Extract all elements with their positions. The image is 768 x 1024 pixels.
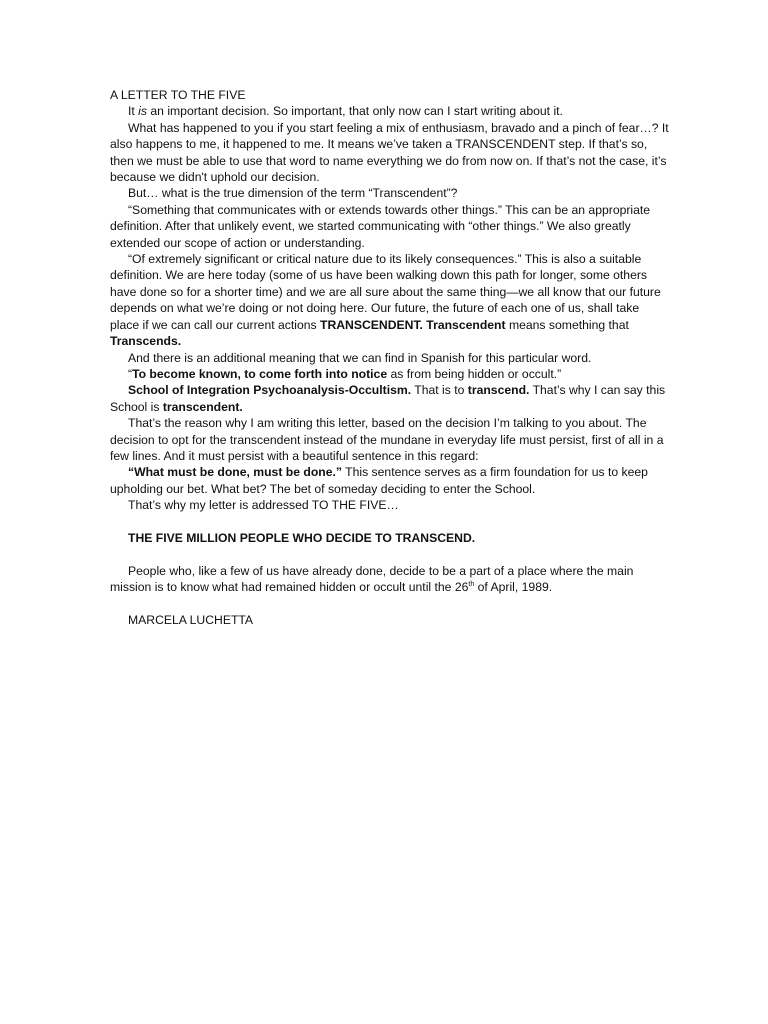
p13-text-a: People who, like a few of us have already done, decide to be a part of a place where the main mission is to know what had remained hidden or occult until the 26 xyxy=(110,563,634,595)
paragraph-5 xyxy=(110,251,670,349)
paragraph-6: And there is an additional meaning that we can find in Spanish for this particular word. xyxy=(128,350,592,365)
p13-ordinal-sup: th xyxy=(468,581,475,589)
paragraph-4: “Something that communicates with or extends towards other things.” This can be an appropriate definition. After that unlikely event, we started communicating with “other things.” We also greatly extended our scope of action or understanding. xyxy=(110,202,651,250)
paragraph-13 xyxy=(110,563,670,596)
blank-line xyxy=(110,596,670,612)
paragraph-11: That’s why my letter is addressed TO THE FIVE… xyxy=(128,498,399,513)
paragraph-1 xyxy=(110,103,670,119)
paragraph-3: But… what is the true dimension of the term “Transcendent”? xyxy=(128,186,458,201)
letter-body xyxy=(110,87,670,628)
paragraph-7 xyxy=(110,366,670,382)
p12-bold: THE FIVE MILLION PEOPLE WHO DECIDE TO TRANSCEND. xyxy=(128,530,476,545)
p5-text-a: “Of extremely significant or critical nature due to its likely consequences.” This is also a suitable definition. We are here today (some of us have been walking down this path for longer, some others have done so for a shorter time) and we are all sure about the same thing—we all know that our future depends on what we’re doing or not doing here. Our future, the future of each one of us, shall take place if we can call our current actions xyxy=(110,252,661,332)
blank-line xyxy=(110,514,670,530)
p5-text-c: means something that xyxy=(505,317,629,332)
p1-text-c: an important decision. So important, that only now can I start writing about it. xyxy=(146,104,563,119)
p7-text-c: as from being hidden or occult.” xyxy=(387,366,562,381)
blank-line xyxy=(110,546,670,562)
paragraph-8 xyxy=(110,382,670,415)
p1-emphasis: is xyxy=(138,104,147,119)
paragraph-12 xyxy=(110,530,670,546)
p5-bold-d: Transcends. xyxy=(110,334,182,349)
p8-bold-a: School of Integration Psychoanalysis-Occultism. xyxy=(128,383,412,398)
p10-text-b: This sentence serves as a firm foundation for us to keep upholding our bet. What bet? The bet of someday deciding to enter the School. xyxy=(110,465,648,496)
p8-bold-e: transcendent. xyxy=(162,399,243,414)
letter-title: A LETTER TO THE FIVE xyxy=(110,88,246,102)
p8-text-b: That is to xyxy=(411,383,468,398)
p8-bold-c: transcend. xyxy=(467,383,530,398)
signature: MARCELA LUCHETTA xyxy=(128,612,254,627)
p13-text-b: of April, 1989. xyxy=(474,580,553,595)
p5-bold-b: TRANSCENDENT. Transcendent xyxy=(320,317,506,332)
p7-bold: To become known, to come forth into notice xyxy=(132,366,388,381)
paragraph-2: What has happened to you if you start feeling a mix of enthusiasm, bravado and a pinch of fear…? It also happens to me, it happened to me. It means we’ve taken a TRANSCENDENT step. If that’s so, then we must be able to use that word to name everything we do from now on. If that’s not the case, it’s because we didn't uphold our decision. xyxy=(110,120,669,185)
p1-text-a: It xyxy=(128,104,139,119)
p7-open-quote: “ xyxy=(128,366,133,381)
paragraph-10 xyxy=(110,464,670,497)
paragraph-9: That’s the reason why I am writing this letter, based on the decision I’m talking to you about. The decision to opt for the transcendent instead of the mundane in everyday life must persist, first of all in a few lines. And it must persist with a beautiful sentence in this regard: xyxy=(110,416,664,463)
p8-text-d: That’s why I can say this School is xyxy=(110,383,666,414)
p10-bold-a: “What must be done, must be done.” xyxy=(128,465,342,480)
